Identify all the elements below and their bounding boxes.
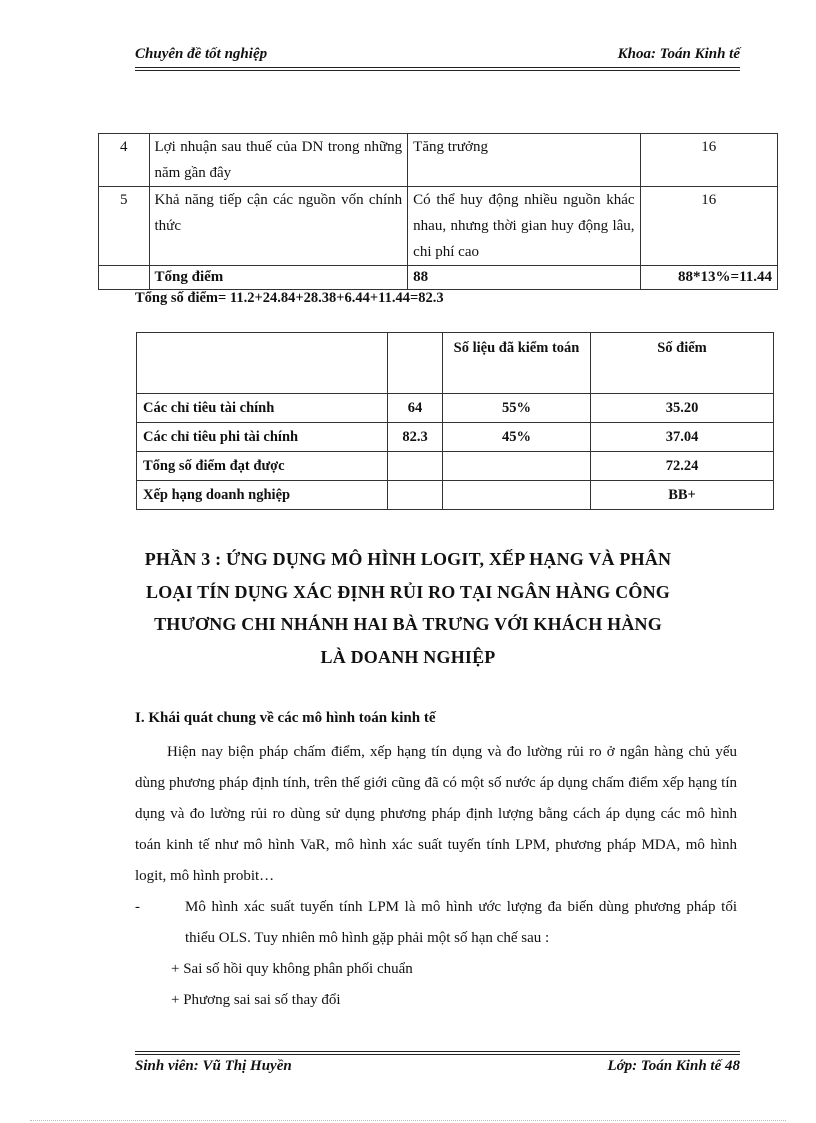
bullet-item: + Sai số hồi quy không phân phối chuẩn xyxy=(171,961,413,977)
table-row xyxy=(99,134,778,187)
part-title-line: LOẠI TÍN DỤNG XÁC ĐỊNH RỦI RO TẠI NGÂN HÀNG CÔNG xyxy=(146,581,670,602)
score-cell: 16 xyxy=(640,134,777,187)
row-score xyxy=(388,452,443,481)
row-number: 4 xyxy=(99,134,150,187)
criteria-table xyxy=(98,133,778,290)
table-row xyxy=(137,423,774,452)
header-cell xyxy=(388,333,443,394)
dash-paragraph xyxy=(135,892,737,954)
row-number: 5 xyxy=(99,187,150,266)
page-header xyxy=(135,44,740,66)
total-label: Tổng điểm xyxy=(149,266,408,290)
row-score xyxy=(388,481,443,510)
part-title-line: PHẦN 3 : ỨNG DỤNG MÔ HÌNH LOGIT, XẾP HẠNG VÀ PHÂN xyxy=(144,549,672,569)
row-label: Các chỉ tiêu phi tài chính xyxy=(137,423,388,452)
page-footer xyxy=(135,1058,740,1080)
total-score-line: Tổng số điểm= 11.2+24.84+28.38+6.44+11.44=82.3 xyxy=(135,290,444,306)
total-row xyxy=(99,266,778,290)
table-header-row xyxy=(137,333,774,394)
row-weight: 55% xyxy=(443,394,591,423)
header-right: Khoa: Toán Kinh tế xyxy=(617,46,740,62)
total-value: 88 xyxy=(408,266,640,290)
part-title-line: THƯƠNG CHI NHÁNH HAI BÀ TRƯNG VỚI KHÁCH HÀNG xyxy=(154,614,662,634)
row-label: Tổng số điểm đạt được xyxy=(137,452,388,481)
bullet-item: + Phương sai sai số thay đổi xyxy=(171,992,341,1008)
part-title xyxy=(100,543,716,673)
table-row xyxy=(137,452,774,481)
row-weight: 45% xyxy=(443,423,591,452)
row-points: 72.24 xyxy=(591,452,774,481)
paragraph: Hiện nay biện pháp chấm điểm, xếp hạng tín dụng và đo lường rủi ro ở ngân hàng chủ yếu dùng phương pháp định tính, trên thế giới cũng đã có một số nước áp dụng chấm điểm xếp hạng tín dụng và đo lường rủi ro dùng sử dụng phương pháp định lượng bằng cách áp dụng các mô hình toán kinh tế như mô hình VaR, mô hình xác suất tuyến tính LPM, phương pháp MDA, mô hình logit, mô hình probit… xyxy=(135,744,737,884)
body-text xyxy=(135,737,737,1016)
status-cell: Tăng trưởng xyxy=(408,134,640,187)
header-rule xyxy=(135,67,740,71)
header-points: Số điểm xyxy=(591,333,774,394)
row-label: Xếp hạng doanh nghiệp xyxy=(137,481,388,510)
criterion-cell: Khả năng tiếp cận các nguồn vốn chính thức xyxy=(149,187,408,266)
row-points: 35.20 xyxy=(591,394,774,423)
table-row xyxy=(137,394,774,423)
footer-left: Sinh viên: Vũ Thị Huyền xyxy=(135,1058,292,1074)
dash-marker: - xyxy=(135,899,140,915)
row-weight xyxy=(443,452,591,481)
row-weight xyxy=(443,481,591,510)
section-heading: I. Khái quát chung về các mô hình toán kinh tế xyxy=(135,710,436,726)
header-left: Chuyên đề tốt nghiệp xyxy=(135,46,268,62)
table-row xyxy=(99,187,778,266)
page-edge-dots xyxy=(30,1120,786,1121)
score-cell: 16 xyxy=(640,187,777,266)
part-title-line: LÀ DOANH NGHIỆP xyxy=(320,646,496,667)
row-score: 64 xyxy=(388,394,443,423)
header-cell xyxy=(137,333,388,394)
criterion-cell: Lợi nhuận sau thuế của DN trong những năm gần đây xyxy=(149,134,408,187)
status-cell: Có thể huy động nhiều nguồn khác nhau, nhưng thời gian huy động lâu, chi phí cao xyxy=(408,187,640,266)
row-label: Các chỉ tiêu tài chính xyxy=(137,394,388,423)
footer-right: Lớp: Toán Kinh tế 48 xyxy=(607,1058,740,1074)
rating-summary-table xyxy=(136,332,774,510)
empty-cell xyxy=(99,266,150,290)
total-weighted: 88*13%=11.44 xyxy=(640,266,777,290)
footer-rule xyxy=(135,1051,740,1055)
row-score: 82.3 xyxy=(388,423,443,452)
table-row xyxy=(137,481,774,510)
paragraph-text: Mô hình xác suất tuyến tính LPM là mô hình ước lượng đa biến dùng phương pháp tối thiểu OLS. Tuy nhiên mô hình gặp phải một số hạn chế sau : xyxy=(185,899,737,946)
row-points: 37.04 xyxy=(591,423,774,452)
row-points: BB+ xyxy=(591,481,774,510)
header-audited: Số liệu đã kiểm toán xyxy=(443,333,591,394)
